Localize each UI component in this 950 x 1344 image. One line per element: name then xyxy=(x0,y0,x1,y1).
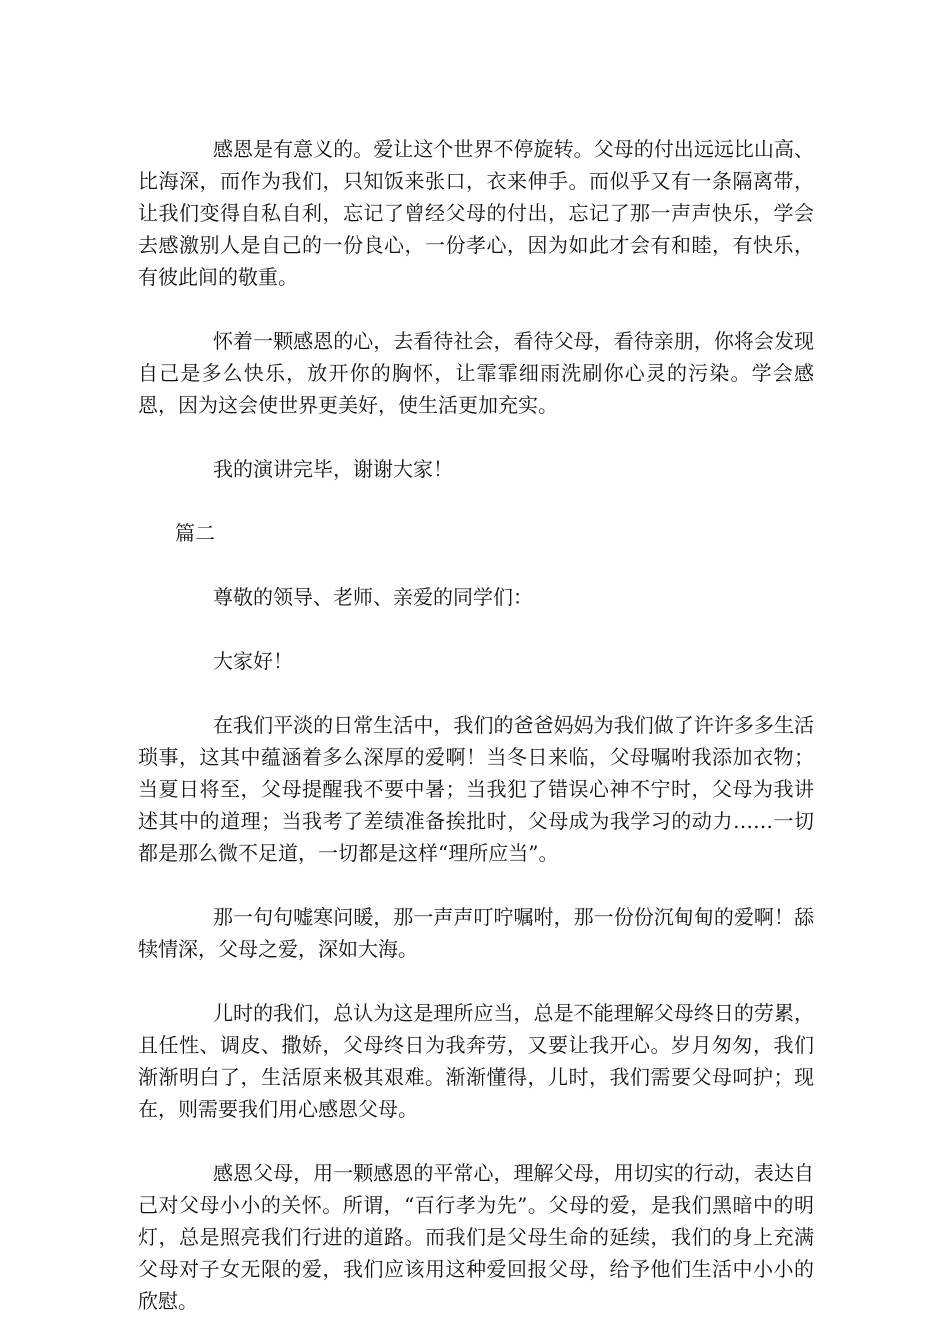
paragraph-grateful-heart: 怀着一颗感恩的心，去看待社会，看待父母，看待亲朋，你将会发现自己是多么快乐，放开你的胸怀，让霏霏细雨洗刷你心灵的污染。学会感恩，因为这会使世界更美好，使生活更加充实。 xyxy=(138,329,814,417)
section-heading: 篇二 xyxy=(175,521,215,545)
greeting-line: 尊敬的领导、老师、亲爱的同学们： xyxy=(213,585,533,609)
paragraph-warm-words: 那一句句嘘寒问暖，那一声声叮咛嘱咐，那一份份沉甸甸的爱啊！舔犊情深，父母之爱，深如大海。 xyxy=(138,905,814,961)
paragraph-childhood: 儿时的我们，总认为这是理所应当，总是不能理解父母终日的劳累，且任性、调皮、撒娇，父母终日为我奔劳，又要让我开心。岁月匆匆，我们渐渐明白了，生活原来极其艰难。渐渐懂得，儿时，我们需要父母呵护；现在，则需要我们用心感恩父母。 xyxy=(138,1001,814,1121)
hello-line: 大家好！ xyxy=(213,649,293,673)
paragraph-daily-life: 在我们平淡的日常生活中，我们的爸爸妈妈为我们做了许许多多生活琐事，这其中蕴涵着多么深厚的爱啊！当冬日来临，父母嘱咐我添加衣物；当夏日将至，父母提醒我不要中暑；当我犯了错误心神不宁时，父母为我讲述其中的道理；当我考了差绩准备挨批时，父母成为我学习的动力……一切都是那么微不足道，一切都是这样“理所应当”。 xyxy=(138,713,814,865)
paragraph-gratitude-meaning: 感恩是有意义的。爱让这个世界不停旋转。父母的付出远远比山高、比海深，而作为我们，只知饭来张口，衣来伸手。而似乎又有一条隔离带，让我们变得自私自利，忘记了曾经父母的付出，忘记了那一声声快乐，学会去感激别人是自己的一份良心，一份孝心，因为如此才会有和睦，有快乐，有彼此间的敬重。 xyxy=(138,137,814,289)
document-body xyxy=(138,133,814,1317)
paragraph-thank-parents: 感恩父母，用一颗感恩的平常心，理解父母，用切实的行动，表达自己对父母小小的关怀。所谓，“百行孝为先”。父母的爱，是我们黑暗中的明灯，总是照亮我们行进的道路。而我们是父母生命的延续，我们的身上充满父母对子女无限的爱，我们应该用这种爱回报父母，给予他们生活中小小的欣慰。 xyxy=(138,1161,814,1313)
paragraph-closing: 我的演讲完毕，谢谢大家！ xyxy=(213,457,453,481)
